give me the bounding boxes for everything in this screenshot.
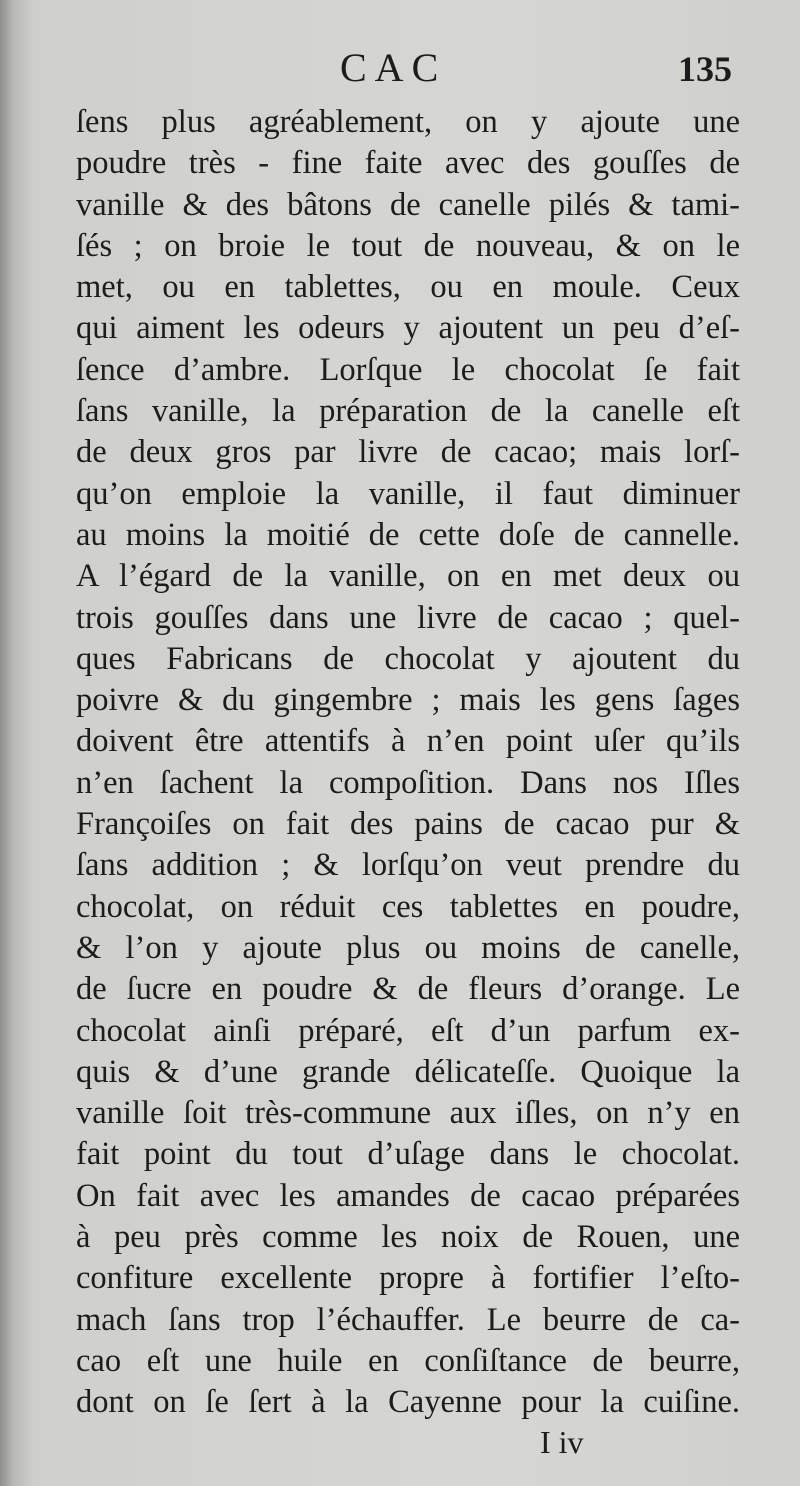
text-line: dont on ſe ſert à la Cayenne pour la cuiſine. — [76, 1384, 740, 1421]
text-line: met, ou en tablettes, ou en moule. Ceux — [76, 269, 740, 306]
text-line: chocolat, on réduit ces tablettes en poudre, — [76, 888, 740, 925]
text-line: & l’on y ajoute plus ou moins de canelle, — [76, 929, 740, 966]
text-line: confiture excellente propre à fortifier l’eſto- — [76, 1260, 740, 1297]
body-text — [76, 102, 740, 1424]
running-head: CAC — [340, 45, 447, 90]
text-line: fait point du tout d’uſage dans le chocolat. — [76, 1136, 740, 1173]
text-line: vanille ſoit très-commune aux iſles, on n’y en — [76, 1095, 740, 1132]
text-line: ſens plus agréablement, on y ajoute une — [76, 104, 740, 140]
signature-mark: I iv — [540, 1424, 584, 1460]
page-header — [0, 44, 800, 96]
text-line: ſés ; on broie le tout de nouveau, & on le — [76, 227, 740, 264]
page-number: 135 — [678, 49, 732, 89]
text-line: chocolat ainſi préparé, eſt d’un parfum ex- — [76, 1012, 740, 1049]
text-line: trois gouſſes dans une livre de cacao ; quel- — [76, 599, 740, 636]
text-line: poudre très - fine faite avec des gouſſes de — [76, 145, 740, 182]
text-line: Françoiſes on fait des pains de cacao pur & — [76, 806, 740, 843]
text-line: de deux gros par livre de cacao; mais lorſ- — [76, 434, 740, 471]
text-line: qu’on emploie la vanille, il faut diminuer — [76, 475, 740, 512]
text-line: mach ſans trop l’échauffer. Le beurre de ca- — [76, 1301, 740, 1338]
text-line: cao eſt une huile en conſiſtance de beurre, — [76, 1342, 740, 1379]
text-line: n’en ſachent la compoſition. Dans nos Iſles — [76, 764, 740, 801]
text-line: poivre & du gingembre ; mais les gens ſages — [76, 682, 740, 719]
text-line: A l’égard de la vanille, on en met deux ou — [76, 558, 740, 595]
text-line: ques Fabricans de chocolat y ajoutent du — [76, 640, 740, 677]
text-line: vanille & des bâtons de canelle pilés & tami- — [76, 186, 740, 223]
text-line: ſence d’ambre. Lorſque le chocolat ſe fait — [76, 351, 740, 388]
text-line: au moins la moitié de cette doſe de cannelle. — [76, 516, 740, 553]
text-line: doivent être attentifs à n’en point uſer qu’ils — [76, 723, 740, 760]
text-line: ſans vanille, la préparation de la canelle eſt — [76, 393, 740, 430]
text-line: de ſucre en poudre & de fleurs d’orange. Le — [76, 971, 740, 1008]
text-line: On fait avec les amandes de cacao préparées — [76, 1177, 740, 1214]
text-line: à peu près comme les noix de Rouen, une — [76, 1219, 740, 1256]
text-line: qui aiment les odeurs y ajoutent un peu d’eſ- — [76, 310, 740, 347]
text-line: ſans addition ; & lorſqu’on veut prendre du — [76, 847, 740, 884]
text-line: quis & d’une grande délicateſſe. Quoique la — [76, 1053, 740, 1090]
